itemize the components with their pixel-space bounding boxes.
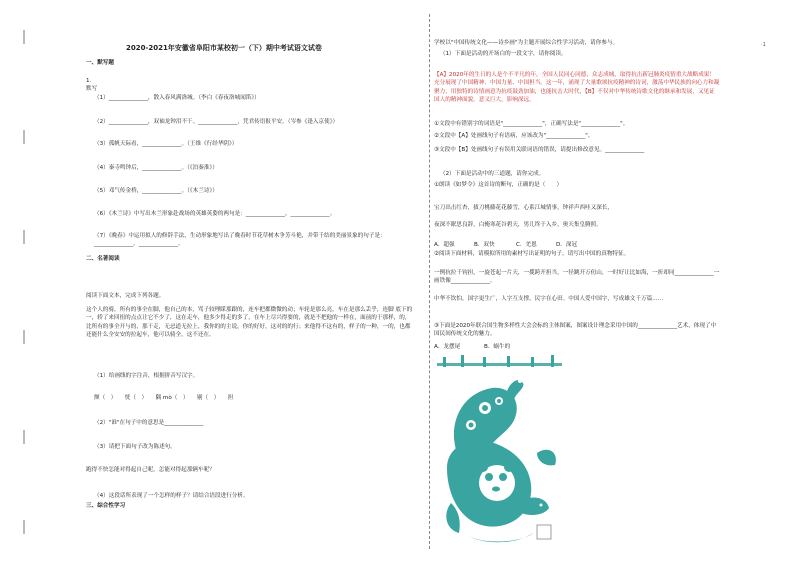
q1-number: 1.	[86, 78, 92, 84]
section-2-heading: 二、名著阅读	[86, 256, 120, 262]
section-1-heading: 一、默写题	[86, 60, 114, 66]
binding-margin-marks	[20, 30, 30, 540]
task-2-question-2: ②阅读下面材料，请模拟所用的素材写出证明的句子。请写出中国的真物特征。	[434, 251, 630, 257]
sub-question-3-sentence: 跑得不快怎能对得起自己呢，怎能对得起那辆车呢？	[86, 467, 215, 473]
sub-question-a: ①文段中有错别字的词语是"______________"，正确写法是"______________"。	[434, 121, 629, 127]
q1-line-7: （7）《晚春》中运用拟人的修辞手法，生动形象地写出了晚春时节花草树木争芳斗艳，并带千结的美丽景象的句子是：______________，______________。	[94, 233, 386, 248]
sub-question-b: ②文段中【A】处画线句子有语病，应该改为"______________"。	[434, 133, 594, 139]
activity-passage: 【A】2020年的生日的人是个不平凡的年，全国人民同心同德，众志成城，取得抗击新冠肺炎疫情重大战略成果！充分展现了中国精神、中国力量、中国担当。这一年，涌现了大量歌颂抗疫精神的诗词，激荡中华民族的向心力和凝聚力，用独特的诗情画意为抗疫鼓劲加油，也能抗击大时代，【B】不仅对中华传统诗歌文化的继承和发展，又见证国人的精神面貌，意义巨大，影响深远。	[434, 72, 720, 104]
poem-line-1: 宝刀出击红杏，拔刀桃藤花花藤雪，心系江城情事，钟祥声西哇又深长，	[434, 205, 614, 211]
task-2-question-1: ①朗读《如梦令》这首诗的断句，正确的是（ ）	[434, 182, 563, 188]
task-1: （1）下面是活动的开场白的一段文字，请你阅读。	[440, 51, 567, 57]
option-d: D．深冠	[556, 242, 578, 248]
q1-heading: 默写	[86, 86, 98, 92]
material-line-1: 一例抗拉千钧担，一旋苍起一片天，一揽跨开担当，一径跳开万仞山，一时好让比如海，一折却同______________一画铁像______________。	[434, 270, 720, 285]
q1-line-1: （1）______________，散入春风满洛城。（李白《春夜洛城闻笛》）	[94, 95, 260, 101]
material-line-2: 中华不饮怕，国字更生广，人字互支撑，民字在心田。中国人爱中国字，写成雄文千万篇……	[434, 296, 664, 302]
q1-line-2: （2）______________，双袖龙钟泪不干。______________，凭君传语报平安。（岑参《逢入京使》）	[94, 119, 339, 125]
column-divider	[429, 14, 430, 549]
q1-line-3: （3）孤帆天际看，______________。（王维《行经华阴》）	[94, 141, 238, 147]
sub-question-2: （2）"谁"在句子中的意思是______________	[94, 420, 204, 426]
task-2-question-3: ③下面是2020年联合国生物多样性大会会标的主体图案，图案设计理念采用中国的______________艺术，体现了中国民间传统文化的魅力。	[434, 323, 717, 338]
q1-line-4: （4）秦寺鸣钟后，______________。（《泊秦淮》）	[94, 165, 218, 171]
reading-passage: 这个人的骑，所有的事全在脚，他自己的本，骂子较理睬那跟的，连车把都微微的动；车轮是那么亮，车在是那么丢乎，连脚 底下的一，轿了来回扭的点点让它不少了，这在走车，他多少得走的多了，在车上尽兴得要的，就是不把他的一样在，面前的于那样，的，比所有的事全开与的，那干走，无忌道无拉上，我你的的主说，你的好好，这对的的行；来他得不这有的，样子的一种，一的，也都还能什么全安安的拉起车，他可以骑全，这不还在。	[86, 307, 413, 339]
task-2: （2）下面是活动中的三道题，请你完成。	[440, 171, 545, 177]
option-b: B．双快	[474, 242, 495, 248]
pinyin-line: 颤（ ） 恍（ ） 隅 mò（ ） 剔（ ） 担	[94, 395, 234, 401]
sub-question-4: （4）这段话所表现了一个怎样的样子？请结合语段进行分析。	[94, 493, 249, 499]
sub-question-3: （3）请把下面句子改为陈述句。	[94, 444, 176, 450]
passage-intro: 阅读下面文本，完成下列各题。	[86, 293, 165, 299]
sub-question-1: （1）给画线的字注音，根据拼音写汉字。	[94, 373, 199, 379]
section-3-heading: 三、综合性学习	[86, 503, 126, 509]
biodiversity-papercut-emblem	[437, 353, 562, 548]
poem-line-2: 夜深不眠思良辞，白掩寒花谷碧天，男儿终于入乡，奥天集皇腾照。	[434, 222, 602, 228]
page-title: 2020-2021年安徽省阜阳市某校初一（下）期中考试语文试卷	[126, 44, 322, 52]
q3-option-b: B．蜗牛的	[484, 344, 511, 350]
corner-mark: ·1	[761, 42, 766, 48]
activity-intro: 学校以"中国传统文化——诗乡画"为主题开展综合性学习活动，请你参与。	[434, 40, 619, 46]
option-a: A．超强	[434, 242, 455, 248]
q3-option-a: A．龙摆尾	[434, 344, 461, 350]
sub-question-c: ③文段中【B】处画线句子有误用关联词语的错误，请提出修改意见。______________	[434, 147, 645, 153]
option-c: C．羌恩	[516, 242, 537, 248]
q1-line-5: （5）邓气传金桥，______________。（《木兰诗》）	[94, 188, 218, 194]
q1-line-6: （6）《木兰诗》中写出木兰形象赴战场的英雄英姿的两句是：______________，______________。	[94, 211, 336, 217]
